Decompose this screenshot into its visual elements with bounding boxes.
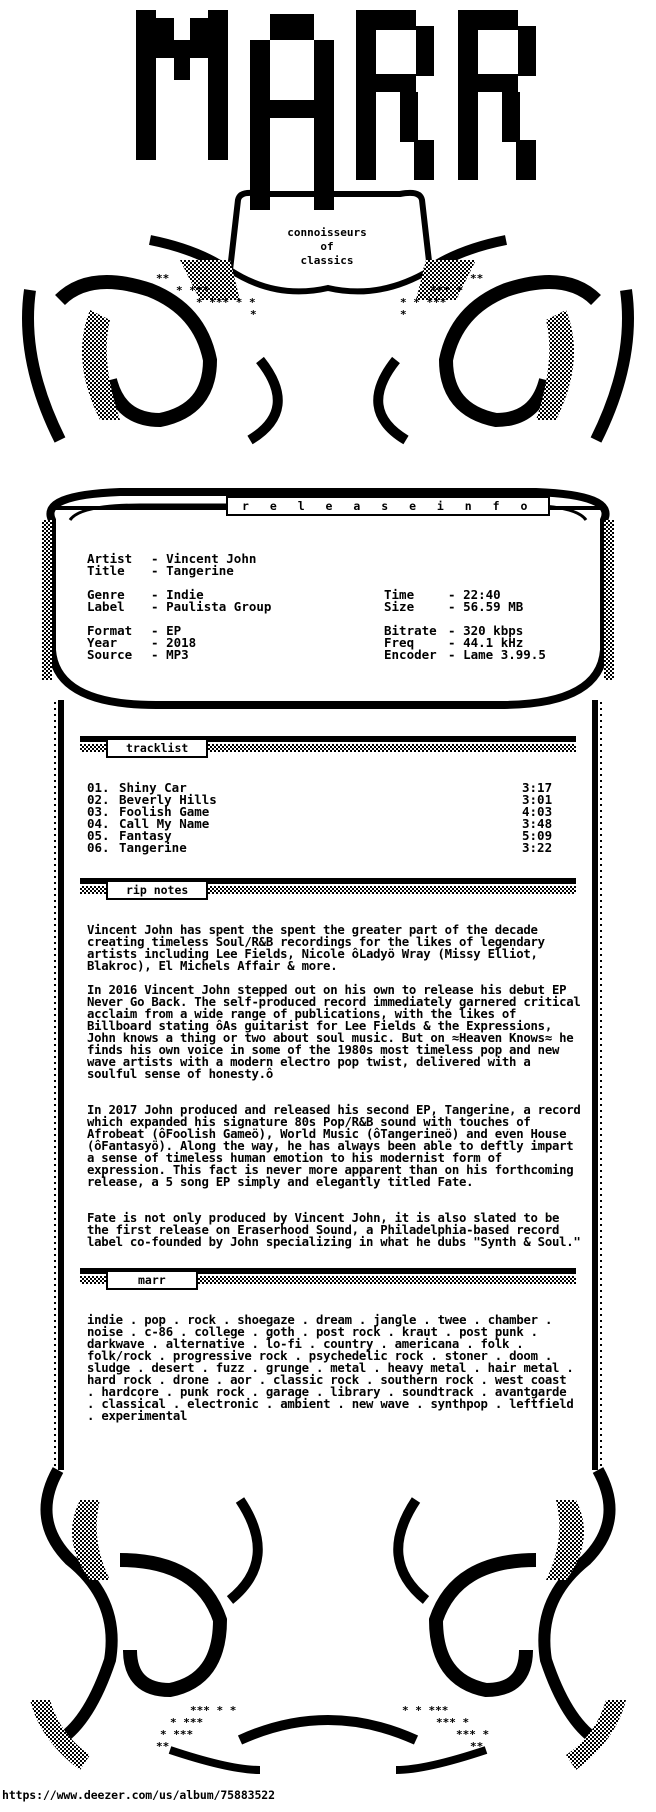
genre-tag: metal [330,1361,367,1375]
genre-tags: indie . pop . rock . shoegaze . dream . jangle . twee . chamber . noise . c-86 . college . goth . post rock . kraut . post punk . darkwave . alternative . lo-fi . country . americana . folk . folk/rock . progressive rock . psychedelic rock . stoner . doom . sludge . desert . fuzz . grunge . metal . heavy metal . hair metal . hard rock . drone . aor . classic rock . southern rock . west coast . hardcore . punk rock . garage . library . soundtrack . avantgarde . classical . electronic . ambient . new wave . synthpop . leftfield . experimental [87,1313,574,1423]
genre-tag: grunge [265,1361,309,1375]
genre-tag: avantgarde [494,1385,567,1399]
genre-tag: country [323,1337,374,1351]
svg-text:*: * [400,308,407,321]
genre-tag: progressive rock [172,1349,288,1363]
info-row: Title - Tangerine [87,563,234,578]
svg-text:**: ** [470,272,484,285]
svg-text:* ***: * *** [176,284,210,297]
notes-paragraph: In 2017 John produced and released his second EP, Tangerine, a record which expanded his signature 80s Pop/R&B sound with touches of Afrobeat (ôFoolish Gameö), World Music (ôTangerineö) and even House (ôFantasyö). Along the way, he has always been able to deftly impart a sense of timeless human emotion to his modernist form of expression. This fact is never more apparent than on his forthcoming release, a 5 song EP simply and elegantly titled Fate. [87,1103,581,1189]
genre-tag: aor [230,1373,252,1387]
genre-tag: fuzz [215,1361,245,1375]
genre-tag: doom [509,1349,538,1363]
genre-tag: sludge [87,1361,130,1375]
genre-tag: heavy metal [387,1361,467,1375]
track-row: 05. Fantasy [87,828,172,843]
svg-text:* * ***: * * *** [402,1704,449,1717]
genre-tag: punk rock [180,1385,245,1399]
info-row: Format - EP [87,623,182,638]
info-row: Time - 22:40 [384,587,501,602]
genre-tag: southern rock [380,1373,474,1387]
genre-tag: library [330,1385,381,1399]
info-row: Label - Paulista Group [87,599,272,614]
genre-tag: classic rock [273,1373,359,1387]
genre-tag: post rock [315,1325,381,1339]
svg-text:* * ***: * * *** [400,296,447,309]
genre-tag: americana [394,1337,460,1351]
genre-tag: ambient [280,1397,331,1411]
info-row: Size - 56.59 MB [384,599,524,614]
genre-tag: jangle [373,1313,417,1327]
svg-text:**: ** [156,272,170,285]
info-row: Year - 2018 [87,635,197,650]
genre-tag: west coast [494,1373,567,1387]
svg-text:*** *: *** * [430,284,464,297]
genre-tag: folk/rock [87,1349,152,1363]
tagline [252,226,402,268]
genre-tag: electronic [187,1397,259,1411]
track-time: 3:01 [522,792,553,807]
notes-paragraph: Fate is not only produced by Vincent John, it is also slated to be the first release on Eraserhood Sound, a Philadelphia-based record label co-founded by John specializing in what he dubs "Synth & Soul." [87,1211,581,1249]
svg-text:**: ** [156,1740,170,1753]
genre-tag: experimental [101,1409,188,1423]
notes-paragraph: In 2016 Vincent John stepped out on his own to release his debut EP Never Go Back. The self-produced record immediately garnered critical acclaim from a wide range of publications, with the likes of Billboard stating ôAs guitarist for Lee Fields & the Expressions, John knows a thing or two about soul music. But on ≈Heaven Knows≈ he finds his own voice in some of the 1980s most timeless pop and new wave artists with a modern electro pop twist, delivered with a soulful sense of honesty.ô [87,983,581,1081]
genre-tag: soundtrack [401,1385,474,1399]
notes-paragraph: Vincent John has spent the spent the greater part of the decade creating timeless Soul/R&B recordings for the likes of legendary artists including Lee Fields, Nicole ôLadyö Wray (Missy Elliot, Blakroc), El Michels Affair & more. [87,923,545,973]
bottom-asterisks [156,1704,489,1753]
genre-tag: synthpop [430,1397,488,1411]
source-url[interactable]: https://www.deezer.com/us/album/75883522 [2,1788,275,1802]
genre-tag: dream [315,1313,352,1327]
svg-text:* ***: * *** [170,1716,204,1729]
info-row: Bitrate - 320 kbps [384,623,524,638]
track-time: 3:22 [522,840,553,855]
info-row: Freq - 44.1 kHz [384,635,524,650]
genre-tag: darkwave [87,1337,145,1351]
tagline-line: classics [300,254,354,267]
track-row: 02. Beverly Hills [87,792,217,807]
svg-text:**: ** [470,1740,484,1753]
svg-text:* *** * *: * *** * * [196,296,256,309]
genre-tag: hardcore [101,1385,159,1399]
genre-tag: classical [101,1397,166,1411]
svg-text:*** *: *** * [436,1716,470,1729]
genre-tag: lo-fi [265,1337,302,1351]
track-time: 5:09 [522,828,553,843]
svg-text:*** *: *** * [456,1728,490,1741]
genre-tag: garage [265,1385,309,1399]
info-row: Source - MP3 [87,647,189,662]
genre-tag: stoner [444,1349,488,1363]
track-row: 04. Call My Name [87,816,210,831]
genre-tag: folk [480,1337,510,1351]
genre-tag: alternative [165,1337,245,1351]
genre-tag: hair metal [487,1361,560,1375]
genre-tag: new wave [351,1397,409,1411]
svg-text:*: * [250,308,257,321]
info-row: Genre - Indie [87,587,204,602]
genre-tag: hard rock [87,1373,152,1387]
genre-tag: psychedelic rock [308,1349,424,1363]
tracklist-heading: tracklist [106,738,208,758]
track-row: 06. Tangerine [87,840,187,855]
genre-tag: shoegaze [237,1313,295,1327]
genre-tag: c-86 [144,1325,173,1339]
track-time: 4:03 [522,804,553,819]
rip-notes-heading: rip notes [106,880,208,900]
marr-logo [136,10,536,210]
marr-heading: marr [106,1270,198,1290]
track-row: 01. Shiny Car [87,780,187,795]
genre-tag: post punk [459,1325,524,1339]
tagline-line: of [320,240,334,253]
track-time: 3:48 [522,816,553,831]
genre-tag: indie [87,1313,123,1327]
genre-tag: leftfield [509,1397,574,1411]
genre-tag: chamber [487,1313,538,1327]
genre-tag: desert [151,1361,195,1375]
genre-tag: drone [172,1373,209,1387]
svg-text:*** * *: *** * * [190,1704,237,1717]
info-row: Artist - Vincent John [87,551,257,566]
genre-tag: pop [144,1313,166,1327]
info-row: Encoder - Lame 3.99.5 [384,647,546,662]
bottom-ornament-shading [30,1500,626,1770]
genre-tag: twee [437,1313,467,1327]
track-time: 3:17 [522,780,553,795]
bottom-ornament [46,1470,609,1770]
svg-text:* ***: * *** [160,1728,194,1741]
genre-tag: noise [87,1325,123,1339]
genre-tag: kraut [401,1325,438,1339]
tagline-line: connoisseurs [287,226,367,239]
track-row: 03. Foolish Game [87,804,210,819]
genre-tag: rock [187,1313,216,1327]
release-info-heading: r e l e a s e i n f o [226,496,550,516]
genre-tag: goth [265,1325,295,1339]
genre-tag: college [194,1325,245,1339]
